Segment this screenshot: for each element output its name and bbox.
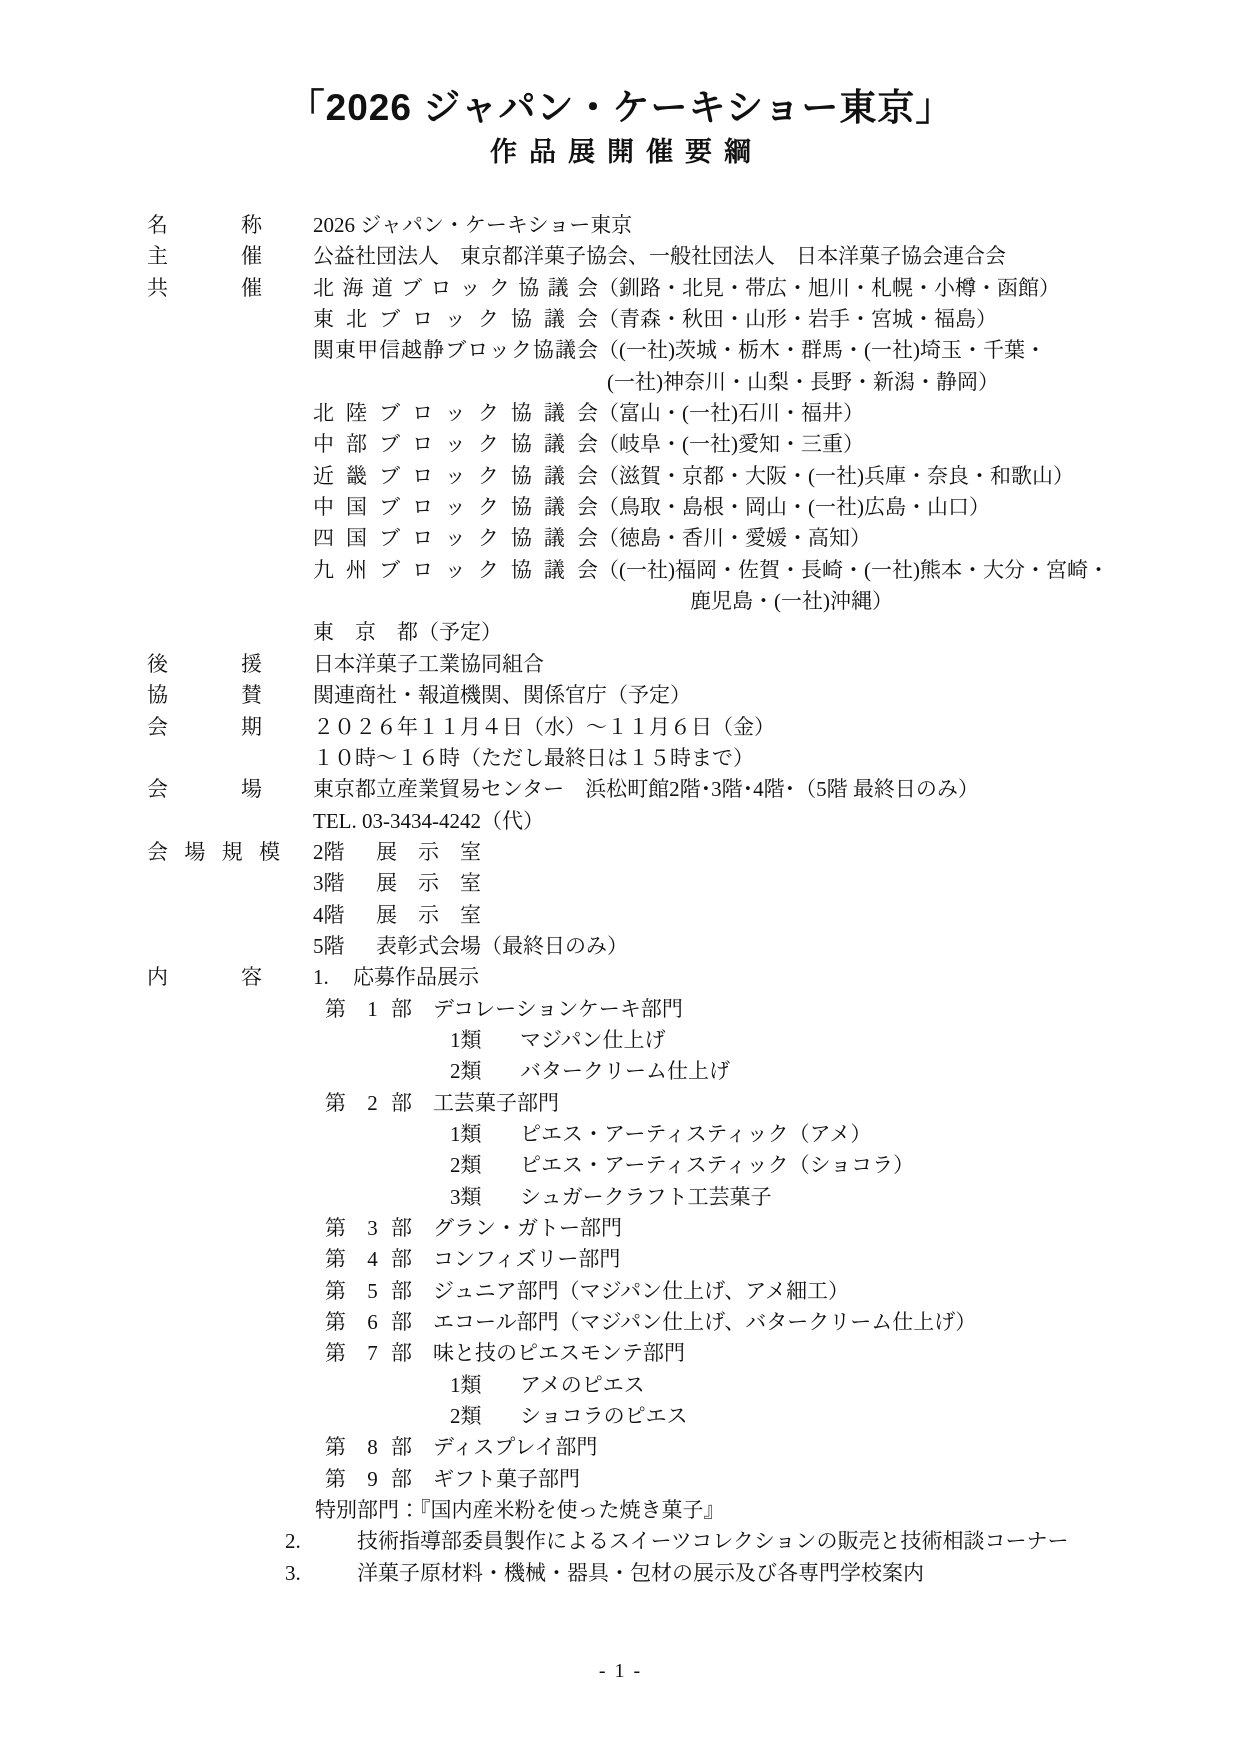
part-number: 第 5 部: [325, 1278, 412, 1303]
bloc-detail: （鳥取・島根・岡山・(一社)広島・山口）: [598, 495, 990, 520]
cosponsor-line-continuation: 鹿児島・(一社)沖縄）: [690, 589, 893, 614]
venue-phone: TEL. 03-3434-4242（代）: [313, 808, 544, 833]
part-number: 第 9 部: [325, 1466, 412, 1491]
floor-line: [313, 931, 1186, 962]
part-row: [325, 1464, 1186, 1495]
cosponsor-line-continuation: (一社)神奈川・山梨・長野・新潟・静岡）: [607, 369, 999, 394]
class-number: 3類: [450, 1184, 482, 1209]
part-name: デコレーションケーキ部門: [433, 996, 683, 1021]
part-number: 第 1 部: [325, 996, 412, 1021]
field-row-period: [147, 712, 1186, 775]
part-row: [325, 1088, 1186, 1119]
field-label-box: [147, 680, 280, 711]
field-label-box: [147, 649, 280, 680]
cosponsor-line: [313, 273, 1186, 304]
bloc-name: 北陸ブロック協議会: [313, 401, 598, 426]
document-body: [147, 210, 1186, 1589]
item-text: 応募作品展示: [353, 965, 479, 990]
item-text: 洋菓子原材料・機械・器具・包材の展示及び各専門学校案内: [357, 1560, 924, 1585]
cosponsor-line: [313, 555, 1186, 586]
field-label-cosponsor: 共催: [147, 275, 262, 300]
field-label-box: [147, 273, 280, 304]
field-label-box: [147, 837, 280, 868]
part-number: 第 2 部: [325, 1090, 412, 1115]
field-label-box: [147, 210, 280, 241]
cosponsor-line: [313, 398, 1186, 429]
floor-use: 展 示 室: [376, 839, 481, 864]
page-number: - 1 -: [598, 1660, 643, 1682]
class-name: ピエス・アーティスティック（ショコラ）: [520, 1153, 915, 1178]
item-text: 技術指導部委員製作によるスイーツコレクションの販売と技術相談コーナー: [357, 1529, 1069, 1554]
cosponsor-line: [313, 429, 1186, 460]
field-row-sponsor: [147, 680, 1186, 711]
field-row-contents: [147, 962, 1186, 1589]
field-label-support: 後援: [147, 651, 262, 676]
cosponsor-line: [313, 335, 1186, 366]
class-name: シュガークラフト工芸菓子: [520, 1184, 772, 1209]
part-row: [325, 1213, 1186, 1244]
class-number: 1類: [450, 1027, 482, 1052]
floor-line: [313, 868, 1186, 899]
bloc-name: 中国ブロック協議会: [313, 495, 598, 520]
field-label-venue-scale: 会場規模: [147, 839, 280, 864]
part-name: ジュニア部門（マジパン仕上げ、アメ細工）: [433, 1278, 850, 1303]
class-row: [450, 1182, 1186, 1213]
class-row: [450, 1025, 1186, 1056]
class-number: 2類: [450, 1153, 482, 1178]
class-name: アメのピエス: [520, 1372, 645, 1397]
floor-use: 展 示 室: [376, 871, 481, 896]
bloc-name: 東北ブロック協議会: [313, 307, 598, 332]
field-value-name: 2026 ジャパン・ケーキショー東京: [313, 213, 633, 237]
part-name: 工芸菓子部門: [433, 1090, 559, 1115]
part-number: 第 3 部: [325, 1216, 412, 1240]
field-row-name: [147, 210, 1186, 241]
part-row: [325, 1338, 1186, 1369]
venue-scale-list: [313, 837, 1186, 962]
field-label-box: [147, 962, 280, 993]
field-row-cosponsor: [147, 273, 1186, 649]
class-row: [450, 1056, 1186, 1087]
part-row: [325, 1276, 1186, 1307]
class-row: [450, 1401, 1186, 1432]
field-value-sponsor: 関連商社・報道機関、関係官庁（予定）: [313, 683, 691, 708]
floor-use: 展 示 室: [376, 902, 481, 927]
field-label-venue: 会場: [147, 777, 262, 802]
field-label-box: [147, 712, 280, 743]
field-label-host: 主催: [147, 244, 262, 269]
field-value-host: 公益社団法人 東京都洋菓子協会、一般社団法人 日本洋菓子協会連合会: [313, 244, 1006, 269]
part-row: [325, 994, 1186, 1025]
bloc-detail: （徳島・香川・愛媛・高知）: [598, 526, 871, 551]
cosponsor-line: [313, 304, 1186, 335]
item-number: 1.: [313, 965, 329, 990]
venue-value: [313, 774, 1186, 837]
field-value-support: 日本洋菓子工業協同組合: [313, 651, 544, 676]
part-name: 味と技のピエスモンテ部門: [433, 1341, 685, 1366]
class-number: 2類: [450, 1404, 482, 1429]
class-name: ピエス・アーティスティック（アメ）: [520, 1121, 872, 1146]
part-row: [325, 1244, 1186, 1275]
part-name: エコール部門（マジパン仕上げ、バタークリーム仕上げ）: [433, 1310, 977, 1335]
class-row: [450, 1370, 1186, 1401]
item-number: 3.: [285, 1560, 301, 1585]
floor-no: 2階: [313, 839, 345, 864]
document-title: 「2026 ジャパン・ケーキショー東京」: [287, 87, 954, 128]
venue-address: 東京都立産業貿易センター 浜松町館2階･3階･4階･（5階 最終日のみ）: [313, 777, 979, 802]
document-subtitle: 作品展開催要綱: [490, 137, 763, 167]
bloc-name: 近畿ブロック協議会: [313, 463, 598, 488]
floor-line: [313, 900, 1186, 931]
part-row: [325, 1307, 1186, 1338]
contents-item-3: [285, 1558, 1186, 1589]
bloc-name: 九州ブロック協議会: [313, 557, 598, 582]
part-name: グラン・ガトー部門: [433, 1216, 622, 1240]
bloc-detail: （青森・秋田・山形・岩手・宮城・福島）: [598, 307, 997, 332]
field-label-box: [147, 241, 280, 272]
floor-no: 4階: [313, 902, 345, 927]
part-number: 第 8 部: [325, 1435, 412, 1460]
class-name: バタークリーム仕上げ: [520, 1059, 730, 1084]
period-hours: １０時～１６時（ただし最終日は１５時まで）: [313, 745, 754, 770]
field-label-box: [147, 774, 280, 805]
part-name: ギフト菓子部門: [433, 1466, 580, 1491]
special-category-row: 特別部門：『国内産米粉を使った焼き菓子』: [315, 1498, 725, 1523]
period-value: [313, 712, 1186, 775]
bloc-detail: （(一社)福岡・佐賀・長崎・(一社)熊本・大分・宮崎・: [598, 557, 1109, 582]
contents-item-1: [313, 962, 1186, 993]
field-label-sponsor: 協賛: [147, 683, 262, 708]
class-number: 1類: [450, 1121, 482, 1146]
part-name: ディスプレイ部門: [433, 1435, 598, 1460]
part-number: 第 4 部: [325, 1247, 412, 1272]
bloc-name: 関東甲信越静ブロック協議会: [313, 338, 598, 363]
contents-item-2: [285, 1526, 1186, 1557]
field-row-venue: [147, 774, 1186, 837]
class-name: マジパン仕上げ: [520, 1027, 666, 1052]
part-number: 第 7 部: [325, 1341, 412, 1366]
cosponsor-line: [313, 523, 1186, 554]
class-row: [450, 1150, 1186, 1181]
part-number: 第 6 部: [325, 1310, 412, 1335]
field-row-venue-scale: [147, 837, 1186, 962]
part-row: [325, 1432, 1186, 1463]
bloc-detail: （滋賀・京都・大阪・(一社)兵庫・奈良・和歌山）: [598, 463, 1074, 488]
field-label-name: 名称: [147, 213, 262, 237]
bloc-detail: （釧路・北見・帯広・旭川・札幌・小樽・函館）: [598, 275, 1060, 300]
cosponsor-line: [313, 492, 1186, 523]
part-name: コンフィズリー部門: [433, 1247, 621, 1272]
bloc-name: 北海道ブロック協議会: [313, 275, 598, 300]
field-label-contents: 内容: [147, 965, 262, 990]
floor-use: 表彰式会場（最終日のみ）: [376, 933, 628, 958]
class-number: 2類: [450, 1059, 482, 1084]
bloc-detail: （(一社)茨城・栃木・群馬・(一社)埼玉・千葉・: [598, 338, 1046, 363]
class-row: [450, 1119, 1186, 1150]
floor-line: [313, 837, 1186, 868]
contents-list: [285, 962, 1186, 1589]
field-row-support: [147, 649, 1186, 680]
bloc-name: 中部ブロック協議会: [313, 432, 598, 457]
cosponsor-list: [313, 273, 1186, 649]
field-label-period: 会期: [147, 714, 262, 739]
period-dates: ２０２６年１１月４日（水）～１１月６日（金）: [313, 714, 775, 739]
floor-no: 5階: [313, 933, 345, 958]
bloc-detail: （岐阜・(一社)愛知・三重）: [598, 432, 864, 457]
bloc-detail: （富山・(一社)石川・福井）: [598, 401, 864, 426]
cosponsor-line: [313, 461, 1186, 492]
field-row-host: [147, 241, 1186, 272]
cosponsor-line-tokyo: 東 京 都（予定）: [313, 620, 502, 645]
class-number: 1類: [450, 1372, 482, 1397]
class-name: ショコラのピエス: [520, 1404, 688, 1429]
item-number: 2.: [285, 1529, 301, 1554]
floor-no: 3階: [313, 871, 345, 896]
bloc-name: 四国ブロック協議会: [313, 526, 598, 551]
